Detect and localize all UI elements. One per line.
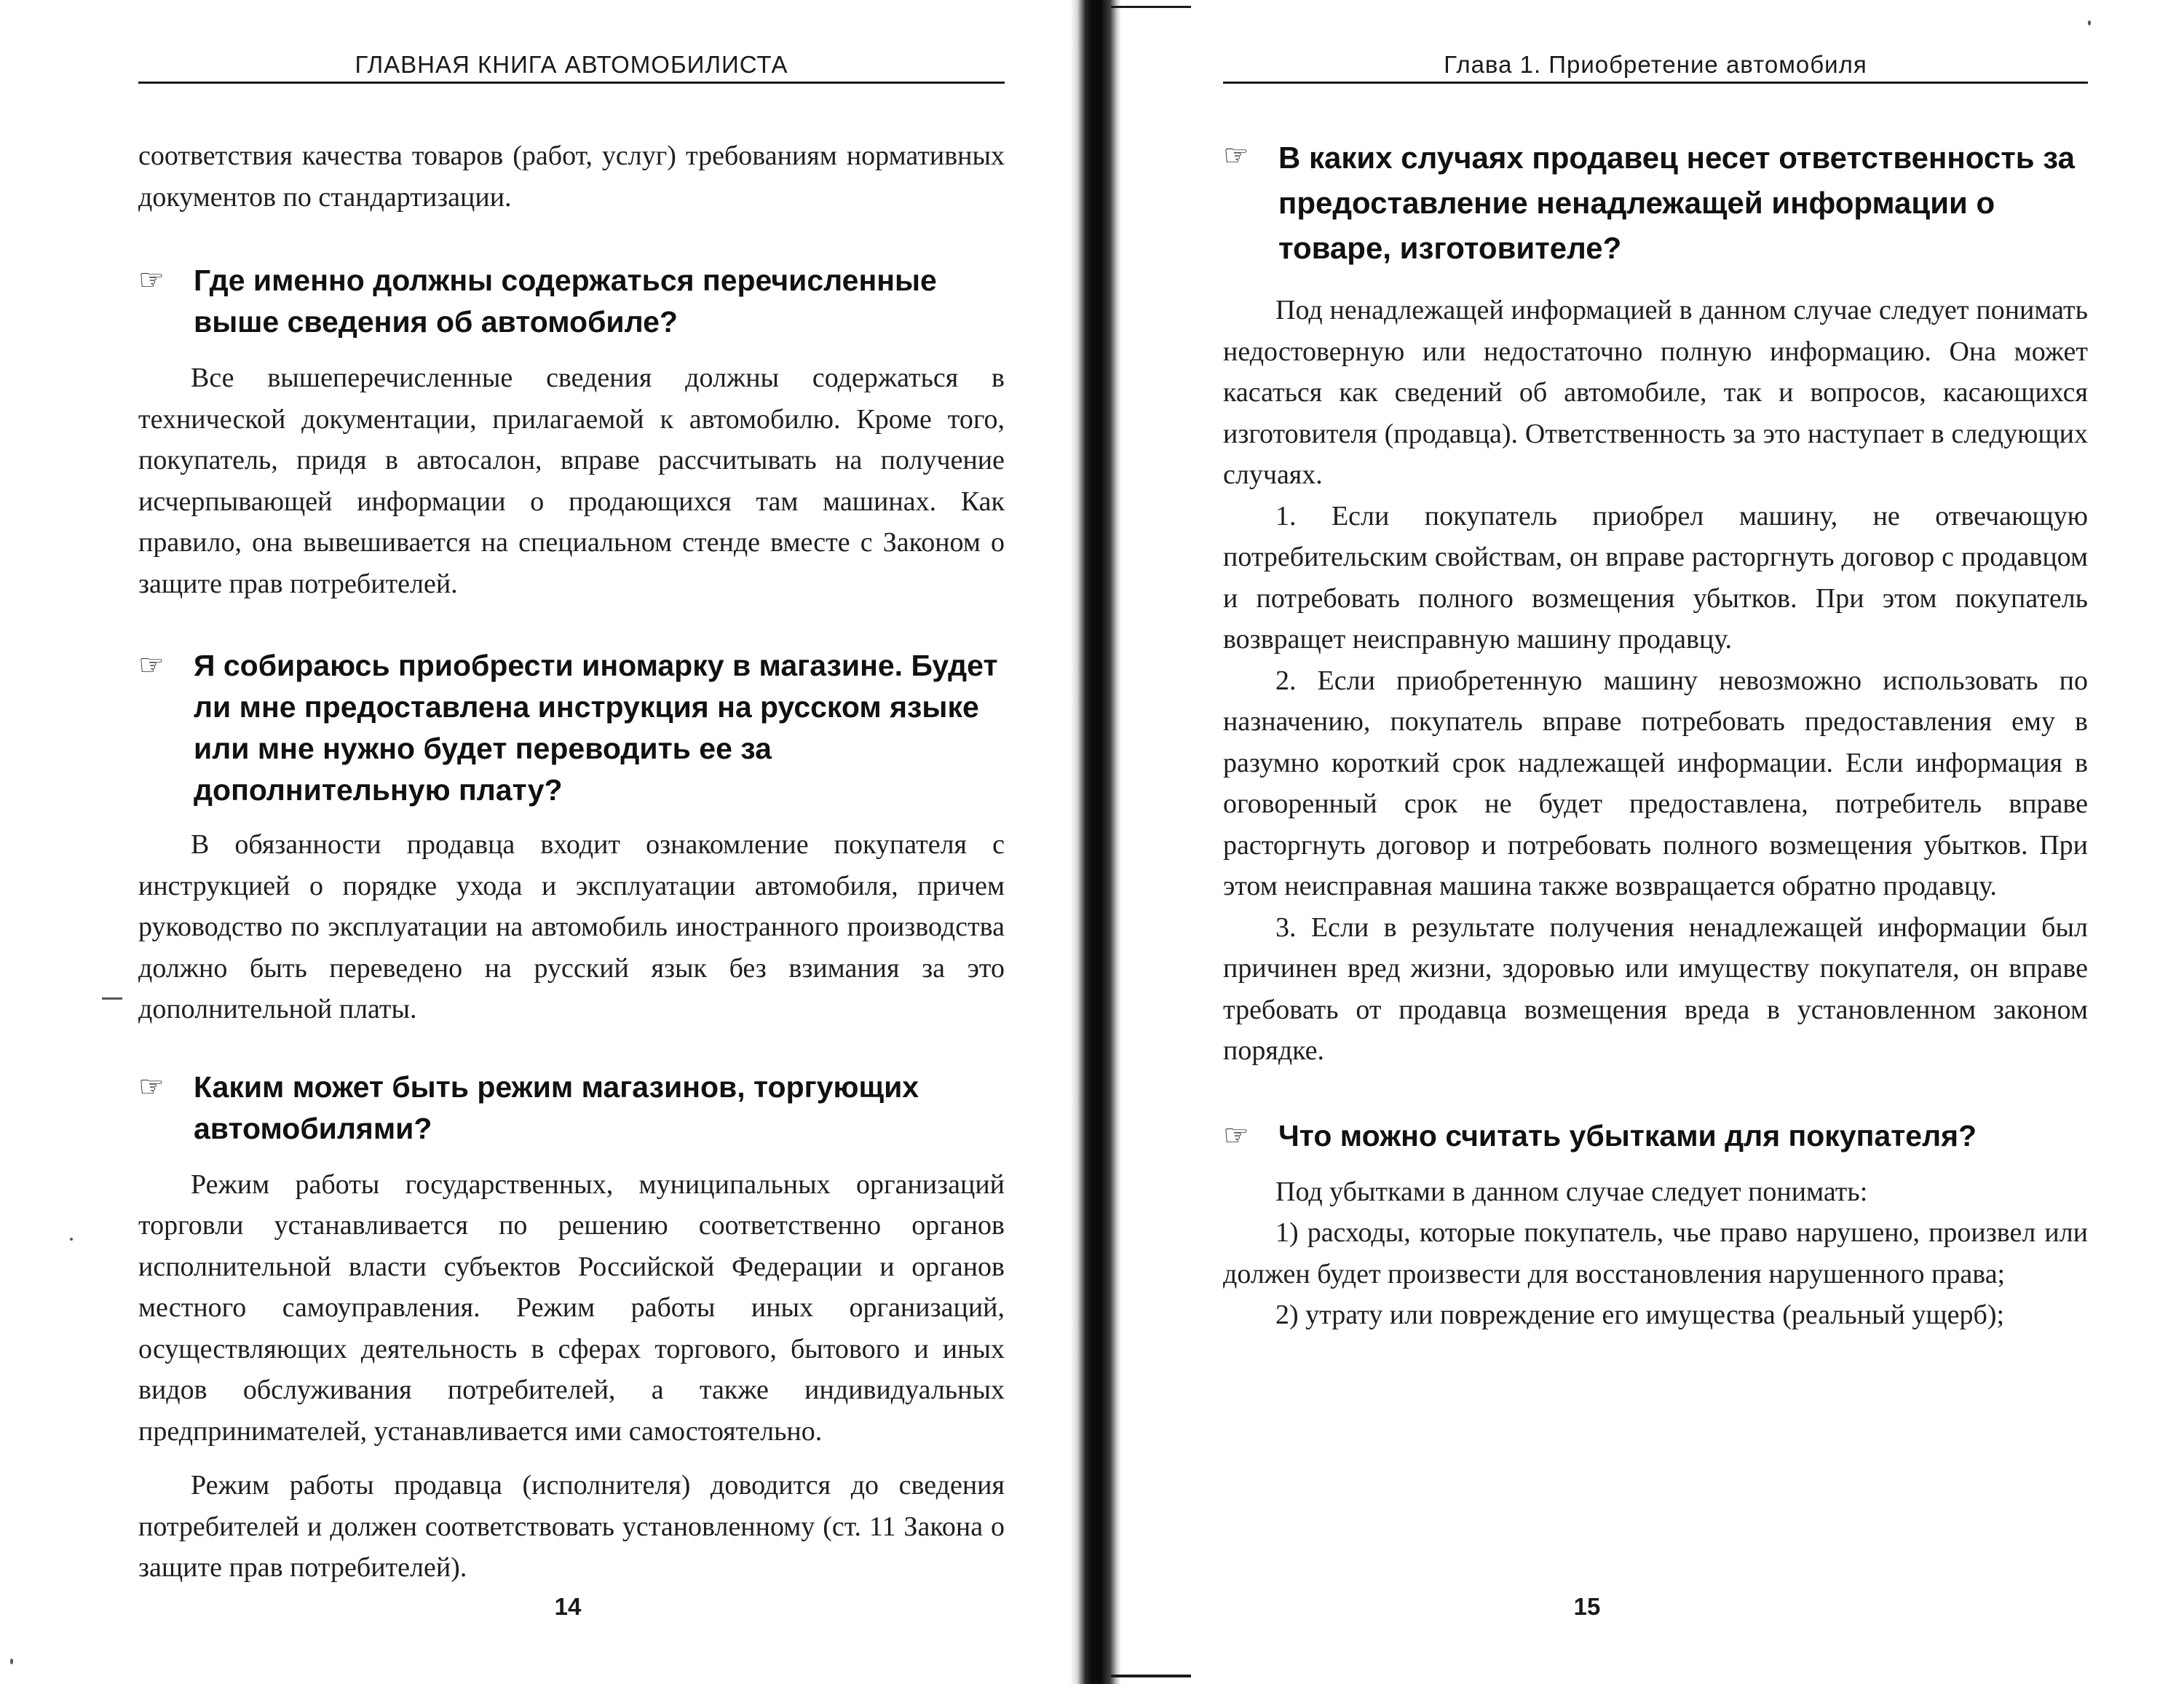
pointing-hand-icon: ☞ bbox=[138, 1070, 165, 1104]
body-paragraph: В обязанности продавца входит ознакомление покупателя с инструкцией о порядке ухода и эксплуатации автомобиля, причем руководство по эксплуатации на автомобиль иностранного производства должно быть переведено на русский язык без взимания за это дополнительной платы. bbox=[138, 829, 1005, 1024]
pointing-hand-icon: ☞ bbox=[1223, 1118, 1249, 1153]
book-spine-shadow bbox=[1070, 0, 1121, 1684]
page-number: 15 bbox=[1573, 1593, 1601, 1620]
question-text: В каких случаях продавец несет ответственность за предоставление ненадлежащей информации о товаре, изготовителе? bbox=[1278, 141, 2075, 265]
question-heading bbox=[1223, 135, 2088, 271]
page-number: 14 bbox=[554, 1593, 582, 1620]
body-paragraph: 1. Если покупатель приобрел машину, не отвечающую потребительским свойствам, он вправе расторгнуть договор с продавцом и потребовать полного возмещения убытков. При этом покупатель возвращет неисправную машину продавцу. bbox=[1223, 500, 2088, 655]
body-paragraph: Все вышеперечисленные сведения должны содержаться в технической документации, прилагаемой к автомобилю. Кроме того, покупатель, придя в автосалон, вправе рассчитывать на получение исчерпывающей информации о продающихся там машинах. Как правило, она вывешивается на специальном стенде вместе с Законом о защите прав потребителей. bbox=[138, 363, 1005, 599]
scan-speck bbox=[102, 997, 122, 1000]
pointing-hand-icon: ☞ bbox=[138, 649, 165, 682]
body-paragraph: Под убытками в данном случае следует понимать: bbox=[1275, 1176, 1868, 1207]
scan-speck bbox=[70, 1238, 73, 1241]
pointing-hand-icon: ☞ bbox=[1223, 139, 1249, 173]
question-text: Я собираюсь приобрести иномарку в магазине. Будет ли мне предоставлена инструкция на русском языке или мне нужно будет переводить ее за дополнительную плату? bbox=[194, 649, 998, 807]
question-heading bbox=[138, 645, 1005, 811]
running-head: Глава 1. Приобретение автомобиля bbox=[1223, 48, 2088, 84]
running-head: ГЛАВНАЯ КНИГА АВТОМОБИЛИСТА bbox=[138, 48, 1005, 84]
left-page bbox=[0, 0, 1070, 1684]
right-page bbox=[1121, 0, 2184, 1684]
body-paragraph: Режим работы государственных, муниципальных организаций торговли устанавливается по решению соответственно органов исполнительной власти субъектов Российской Федерации и органов местного самоуправления. Режим работы иных организаций, осуществляющих деятельность в сферах торгового, бытового и иных видов обслуживания потребителей, а также индивидуальных предпринимателей, устанавливается ими самостоятельно. bbox=[138, 1169, 1005, 1447]
body-paragraph: 2. Если приобретенную машину невозможно использовать по назначению, покупатель вправе потребовать предоставления ему в разумно короткий срок надлежащей информации. Если информация в оговоренный срок не будет предоставлена, потребитель вправе расторгнуть договор и потребовать полного возмещения убытков. При этом неисправная машина также возвращается обратно продавцу. bbox=[1223, 665, 2088, 901]
scan-speck bbox=[10, 1659, 13, 1664]
body-paragraph: Под ненадлежащей информацией в данном случае следует понимать недостоверную или недостаточно полную информацию. Она может касаться как сведений об автомобиле, так и вопросов, касающихся изготовителя (продавца). Ответственность за это наступает в следующих случаях. bbox=[1223, 295, 2088, 490]
left-text-column bbox=[138, 135, 1005, 1589]
question-heading bbox=[1223, 1115, 2088, 1157]
body-paragraph: Режим работы продавца (исполнителя) доводится до сведения потребителей и должен соответствовать установленному (ст. 11 Закона о защите прав потребителей). bbox=[138, 1470, 1005, 1583]
right-text-column bbox=[1223, 135, 2088, 1336]
scan-speck bbox=[2088, 20, 2091, 25]
pointing-hand-icon: ☞ bbox=[138, 264, 165, 297]
body-paragraph: 2) утрату или повреждение его имущества (реальный ущерб); bbox=[1275, 1300, 2005, 1330]
body-paragraph: 1) расходы, которые покупатель, чье право нарушено, произвел или должен будет произвести для восстановления нарушенного права; bbox=[1223, 1217, 2088, 1289]
question-heading bbox=[138, 260, 1005, 343]
question-heading bbox=[138, 1067, 1005, 1150]
question-text: Что можно считать убытками для покупателя? bbox=[1278, 1118, 1977, 1153]
body-paragraph: 3. Если в результате получения ненадлежащей информации был причинен вред жизни, здоровью или имуществу покупателя, он вправе требовать от продавца возмещения вреда в установленном законом порядке. bbox=[1223, 912, 2088, 1066]
question-text: Где именно должны содержаться перечисленные выше сведения об автомобиле? bbox=[194, 264, 937, 339]
question-text: Каким может быть режим магазинов, торгующих автомобилями? bbox=[194, 1070, 919, 1145]
continued-paragraph: соответствия качества товаров (работ, услуг) требованиям нормативных документов по стандартизации. bbox=[138, 141, 1005, 213]
